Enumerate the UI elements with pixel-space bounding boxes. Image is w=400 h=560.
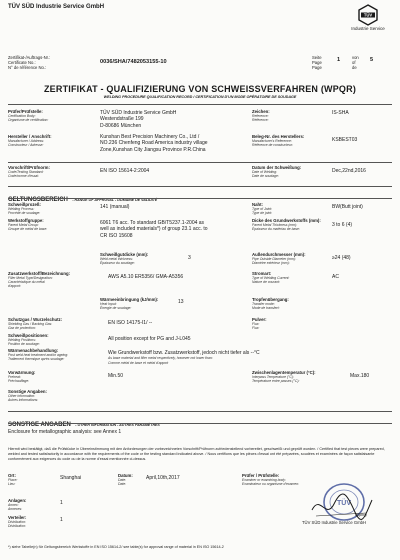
thickness-value: 3 to 6 (4) — [332, 222, 353, 228]
annex-value: 1 — [60, 500, 63, 506]
manufacturer-address: Kunshan Best Precision Machinery Co., Ltd / NO.236 Chenfeng Road America industry village Zone,Kunshan City Jiangsu Province P.R.China — [100, 134, 208, 153]
current-label: Stromart: Type of Welding Current: Nature de courant: — [252, 271, 290, 284]
tuv-logo-icon — [357, 4, 379, 26]
current-value: AC — [332, 274, 339, 280]
certification-statement: Hiermit wird bestätigt, daß die Prüfstücke in Übereinstimmung mit den Anforderungen der vorbezeichneten Vorschrift/Prüfnorm zufriedenstellend vorbereitet, geschweißt und geprüft wurden. / Certified that test pieces were prepared, welded and tested satisfactorily in accordance with the requirements of the code or the testing standard indicated above. / Nous certifions que les pièces d'essai ont été préparées, soudées et examinées de façon satisfaisante conformément aux exigences du code ou de la norme d'essai mentionnée ci-dessus. — [8, 447, 385, 461]
thickness-label: Dicke des Grundwerkstoffs (mm): Parent Metal Thickness (mm): Épaisseur du matériau de base: — [252, 218, 321, 231]
pwht-value-fr: Comme métal de base et métal d'apport — [108, 361, 169, 365]
interpass-value: Max.180 — [350, 373, 370, 379]
joint-value: BW(Butt joint) — [332, 204, 363, 210]
page-label: Seite Page Page — [312, 55, 322, 70]
interpass-label: Zwischenlagentemperatur (°C): Interpass Temperature (°C): Température entre passes (°C): — [252, 370, 316, 383]
standard-label: Vorschrift/Prüfnorm: Code/Testing Standard: Code/norme d'essai: — [8, 165, 50, 178]
footer-org: TÜV SÜD Industrie Service GmbH — [302, 520, 366, 525]
heat-input-label: Wärmeeinbringung (kJ/mm): Heat Input: Énergie de soudage: — [100, 297, 159, 310]
preheat-value: Min.50 — [108, 373, 124, 379]
manufacturer-label: Hersteller / Anschrift: Manufacturer / Address: Constructeur / Adresse: — [8, 134, 52, 147]
other-info-label: Sonstige Angaben: Other information: Autres informations: — [8, 389, 47, 402]
weld-thickness-value: 3 — [188, 255, 191, 261]
reference-value: IS-SHA — [332, 110, 349, 116]
annex-label: Anlagen: Annex: Annexes: — [8, 498, 27, 511]
distribution-label: Verteiler: Distribution: Distribution: — [8, 515, 27, 528]
gas-label: Schutzgas / Wurzelschutz: Shielding Gas / Backing Gas: Gaz de protection: — [8, 317, 63, 330]
logo-caption: Industrie Service — [351, 26, 385, 31]
pwht-label: Wärmenachbehandlung: Post weld heat treatment and/or ageing: Traitement thermique après soudage: — [8, 348, 69, 361]
preheat-label: Vorwärmung: Preheat: Préchauffage: — [8, 370, 36, 383]
certificate-subtitle: WELDING PROCEDURE QUALIFICATION RECORD / CERTIFICATION D'UN MODE OPÉRATOIRE DE SOUDAGE — [103, 95, 297, 99]
divider — [8, 162, 392, 163]
heat-input-value: 13 — [178, 299, 184, 305]
manufacturer-reference-value: KSBEST03 — [332, 137, 358, 143]
total-pages: 5 — [370, 57, 374, 63]
divider — [8, 423, 392, 424]
material-label: Werkstoffgruppe: Parent Metal Group: Groupe de métal de base: — [8, 218, 48, 231]
process-value: 141 (manual) — [100, 204, 130, 210]
signer-name: Qiping — [355, 512, 367, 517]
process-label: Schweißprozeß: Welding Process: Procédé de soudage: — [8, 202, 41, 215]
of-label: von of de — [352, 55, 359, 70]
certificate-title: ZERTIFIKAT - QUALIFIZIERUNG VON SCHWEISSVERFAHREN (WPQR) — [43, 84, 357, 94]
footnote: *) siehe Tabelle(n) für Geltungsbereich Werkstoffe in EN ISO 15614-2/ see table(s) for approval range of material in EN ISO 15614-2 — [8, 545, 224, 549]
joint-label: Naht: Type of Joint: Type de joint: — [252, 202, 273, 215]
material-value: 6061 T6 acc. To standard GB/T5237.1-2004 as well as included materials*) of group 23.1 acc. to CR ISO 15608 — [100, 220, 208, 239]
weld-date-label: Datum der Schweißung: Date of Welding: Date de soudage: — [252, 165, 302, 178]
page-number: 1 — [337, 57, 341, 63]
outer-diameter-value: ≥24 (48) — [332, 255, 351, 261]
examiner-address: TÜV SÜD Industrie Service GmbH Westendstraße 199 D-80686 München — [100, 110, 177, 129]
filler-value: AWS A5.10 ER5356/ GMA-A5356 — [108, 274, 184, 280]
weld-thickness-label: Schweißgutdicke (mm): Weld metal thickness: Épaisseur du soudage: — [100, 252, 149, 265]
other-section-header: SONSTIGE ANGABEN - OTHER INFORMATION - AUTRES PARAMÈTRES — [8, 422, 160, 428]
svg-text:TÜV: TÜV — [337, 500, 351, 507]
enclosure-note: Enclosure for metallographic analysis: see Annex 1 — [8, 429, 122, 435]
footer-examiner-label: Prüfer / Prüfstelle: Examiner or examining body: Examinateur ou organisme d'examen: — [242, 473, 300, 486]
divider — [8, 411, 392, 412]
position-value: All position except for PG and J-L045 — [108, 336, 191, 342]
manufacturer-reference-label: Beleg-Nr. des Herstellers: Manufacturer's Reference: Référence de constructeur: — [252, 134, 305, 147]
position-label: Schweißpositionen: Welding Positions: Position de soudage: — [8, 333, 49, 346]
tuv-logo — [344, 4, 392, 32]
org-name: TÜV SÜD Industrie Service GmbH — [8, 4, 105, 10]
examiner-label: Prüfer/Prüfstelle: Certification Body: Organisme de certification: — [8, 109, 49, 122]
svg-text:TÜV: TÜV — [363, 12, 373, 18]
range-section-header: GELTUNGSBEREICH - RANGE OF APPROVAL - DOMAINE DE VALIDITÉ — [8, 197, 158, 203]
cert-no-label: Zertifikat-/Auftrags-Nr.: Certificate No.: N° de référence No.: — [8, 55, 51, 70]
distribution-value: 1 — [60, 517, 63, 523]
divider — [8, 186, 392, 187]
pwht-value-en: As base material and filler metal respectively, however not lower than: — [108, 356, 213, 360]
divider — [8, 198, 392, 199]
cert-no: 0036/SHA/7482053155-10 — [100, 59, 167, 65]
gas-value: EN ISO 14175-I1/ -- — [108, 320, 153, 326]
outer-diameter-label: Außendurchmesser (mm): Pipe Outside Diameter (mm): Diamètre extérieur (mm): — [252, 252, 306, 265]
flux-label: Pulver: Flux: Flux: — [252, 317, 267, 330]
standard-value: EN ISO 15614-2:2004 — [100, 168, 150, 174]
date-label: Datum: Date: Date: — [118, 473, 133, 486]
divider — [8, 104, 392, 105]
pwht-value: Wie Grundwerkstoff bzw. Zusatzwerkstoff, jedoch nicht tiefer als --°C — [108, 350, 260, 356]
place-value: Shanghai — [60, 475, 82, 481]
place-label: Ort: Place: Lieu: — [8, 473, 18, 486]
date-value: April,10th,2017 — [146, 475, 180, 481]
filler-label: Zusatzwerkstoff/Bezeichnung: Filler Metal Type/Designation: Caractéristique du métal d'apport: — [8, 271, 71, 288]
transfer-label: Tropfenübergang: Transfer mode: Mode de transfert: — [252, 297, 289, 310]
weld-date-value: Dec,22nd,2016 — [332, 168, 366, 174]
reference-label: Zeichen: Reference: Référence: — [252, 109, 270, 122]
